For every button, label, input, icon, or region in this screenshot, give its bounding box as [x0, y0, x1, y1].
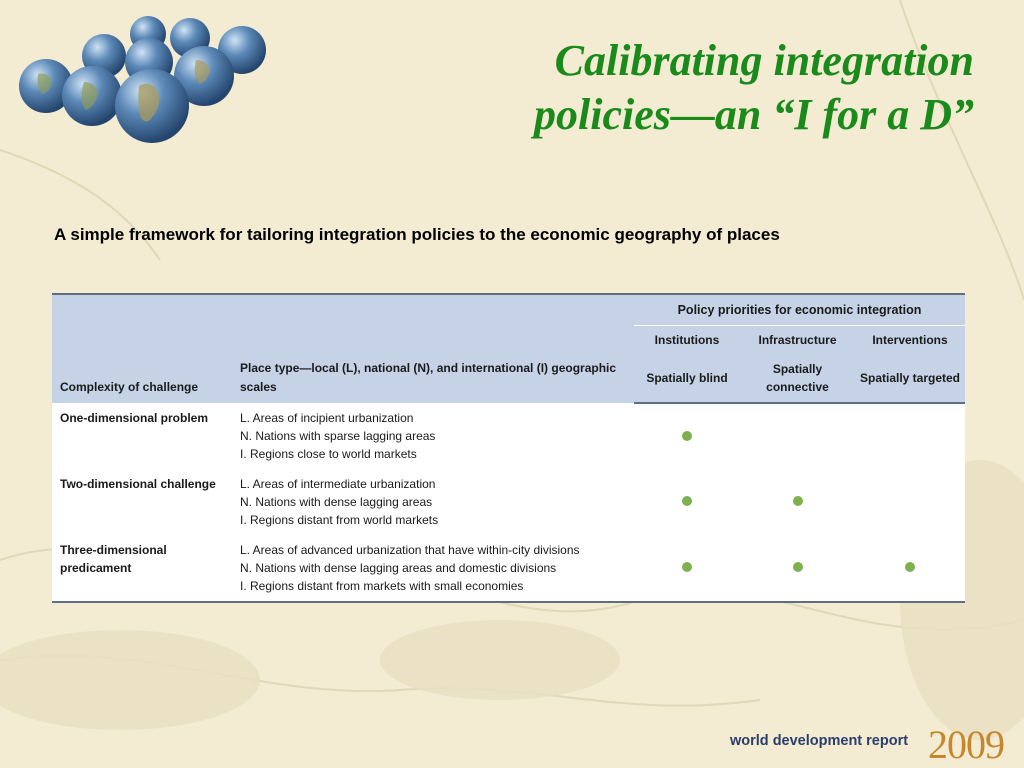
- place-local: L. Areas of incipient urbanization: [240, 411, 414, 425]
- priority-dot-icon: [682, 496, 692, 506]
- priority-dot-icon: [905, 562, 915, 572]
- place-national: N. Nations with dense lagging areas: [240, 495, 433, 509]
- place-international: I. Regions distant from markets with small economies: [240, 579, 524, 593]
- priority-dot-icon: [682, 562, 692, 572]
- slide-title: [414, 34, 974, 142]
- infrastructure-cell: [740, 469, 855, 535]
- priority-dot-icon: [793, 496, 803, 506]
- place-type-cell: [232, 535, 634, 602]
- header-spatially-blind: Spatially blind: [634, 354, 740, 403]
- place-international: I. Regions close to world markets: [240, 447, 417, 461]
- table-row: [52, 403, 965, 469]
- header-place-type: Place type—local (L), national (N), and international (I) geographic scales: [232, 294, 634, 403]
- place-local: L. Areas of advanced urbanization that have within-city divisions: [240, 543, 580, 557]
- globes-logo: [14, 16, 274, 151]
- interventions-cell: [855, 469, 965, 535]
- institutions-cell: [634, 403, 740, 469]
- table-row: [52, 469, 965, 535]
- priority-dot-icon: [793, 562, 803, 572]
- globe-icon: [19, 16, 266, 143]
- place-international: I. Regions distant from world markets: [240, 513, 439, 527]
- infrastructure-cell: [740, 403, 855, 469]
- header-institutions: Institutions: [634, 326, 740, 355]
- interventions-cell: [855, 403, 965, 469]
- table-row: [52, 535, 965, 602]
- footer-report-name: world development report: [730, 733, 909, 749]
- header-interventions: Interventions: [855, 326, 965, 355]
- header-policy-priorities: Policy priorities for economic integration: [634, 294, 965, 326]
- policy-framework-table: [52, 293, 965, 603]
- institutions-cell: [634, 535, 740, 602]
- place-type-cell: [232, 469, 634, 535]
- footer-year: 2009: [928, 722, 1004, 767]
- place-national: N. Nations with dense lagging areas and domestic divisions: [240, 561, 557, 575]
- footer-brand: [730, 722, 1020, 767]
- priority-dot-icon: [682, 431, 692, 441]
- complexity-cell: Three-dimensional predicament: [52, 535, 232, 602]
- table-caption: A simple framework for tailoring integration policies to the economic geography of places: [54, 225, 780, 244]
- place-type-cell: [232, 403, 634, 469]
- title-line-1: Calibrating integration: [554, 36, 974, 85]
- place-local: L. Areas of intermediate urbanization: [240, 477, 436, 491]
- infrastructure-cell: [740, 535, 855, 602]
- header-spatially-targeted: Spatially targeted: [855, 354, 965, 403]
- header-infrastructure: Infrastructure: [740, 326, 855, 355]
- place-national: N. Nations with sparse lagging areas: [240, 429, 436, 443]
- complexity-cell: Two-dimensional challenge: [52, 469, 232, 535]
- header-spatially-connective: Spatially connective: [740, 354, 855, 403]
- interventions-cell: [855, 535, 965, 602]
- complexity-cell: One-dimensional problem: [52, 403, 232, 469]
- header-complexity: Complexity of challenge: [52, 294, 232, 403]
- title-line-2: policies—an “I for a D”: [534, 90, 974, 139]
- institutions-cell: [634, 469, 740, 535]
